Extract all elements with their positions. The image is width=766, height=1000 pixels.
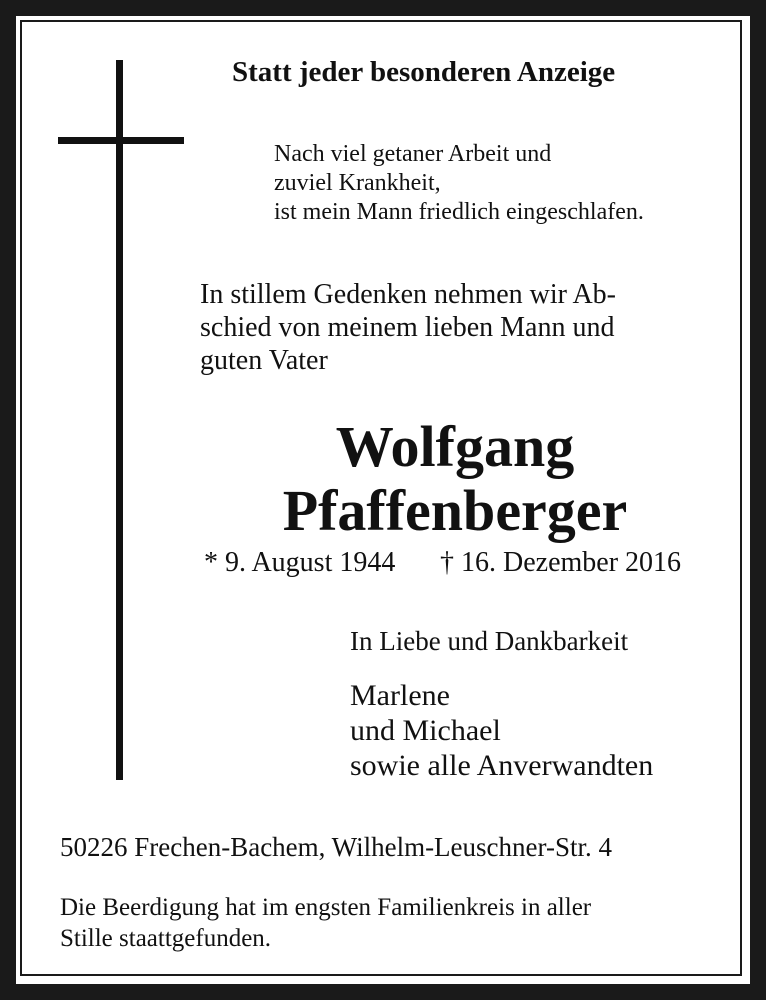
quote-block [274, 140, 644, 227]
mourner-line: und Michael [350, 714, 501, 747]
intro-line: In stillem Gedenken nehmen wir Ab- [200, 279, 617, 310]
deceased-last-name: Pfaffenberger [282, 478, 628, 543]
quote-line: zuviel Krankheit, [274, 170, 441, 196]
funeral-note [60, 892, 591, 954]
intro-text [200, 278, 616, 377]
birth-date: * 9. August 1944 [204, 547, 396, 578]
mourners-block [350, 678, 653, 783]
funeral-line: Stille staattgefunden. [60, 925, 272, 952]
quote-line: ist mein Mann friedlich eingeschlafen. [274, 199, 644, 225]
notice-header: Statt jeder besonderen Anzeige [232, 56, 616, 88]
death-date: † 16. Dezember 2016 [440, 547, 682, 578]
funeral-line: Die Beerdigung hat im engsten Familienkreis in aller [60, 894, 592, 921]
mourner-line: sowie alle Anverwandten [350, 749, 654, 782]
deceased-first-name: Wolfgang [335, 414, 575, 479]
mourner-line: Marlene [350, 679, 450, 712]
quote-line: Nach viel getaner Arbeit und [274, 141, 552, 167]
intro-line: schied von meinem lieben Mann und [200, 312, 615, 343]
thanks-line: In Liebe und Dankbarkeit [350, 626, 629, 656]
cross-icon-bar [58, 137, 184, 144]
address-line: 50226 Frechen-Bachem, Wilhelm-Leuschner-Str. 4 [60, 832, 612, 862]
intro-line: guten Vater [200, 345, 328, 376]
